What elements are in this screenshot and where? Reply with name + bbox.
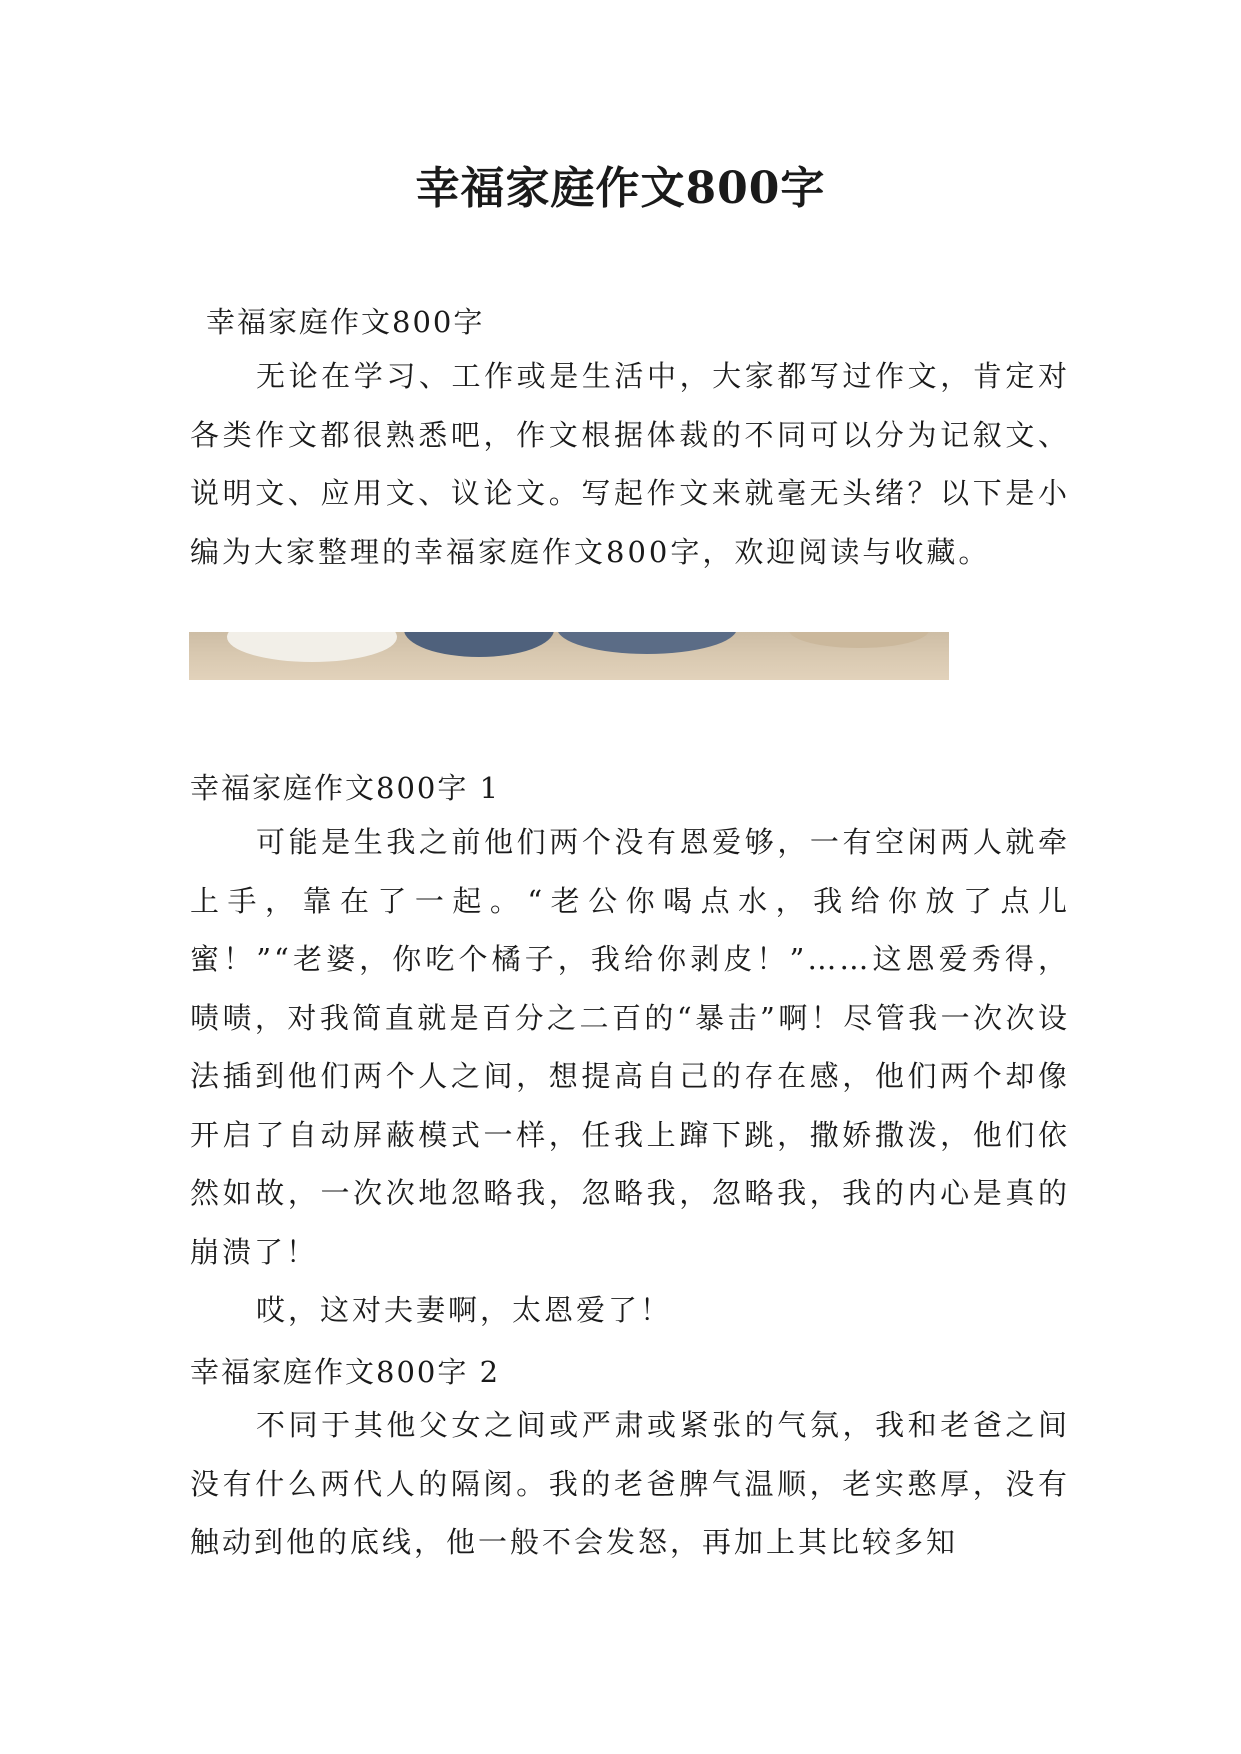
family-photo-strip [189,632,949,680]
section2-heading: 幸福家庭作文800字 2 [190,1355,501,1389]
intro-paragraph: 无论在学习、工作或是生活中，大家都写过作文，肯定对各类作文都很熟悉吧，作文根据体裁的不同可以分为记叙文、说明文、应用文、议论文。写起作文来就毫无头绪？以下是小编为大家整理的幸福家庭作文800字，欢迎阅读与收藏。 [190,359,1070,569]
intro-heading: 幸福家庭作文800字 [206,305,485,339]
photo-sock-shape [227,632,397,662]
photo-jeans-shape-left [404,632,554,657]
document-title: 幸福家庭作文800字 [415,163,826,214]
section2-paragraph-1: 不同于其他父女之间或严肃或紧张的气氛，我和老爸之间没有什么两代人的隔阂。我的老爸脾气温顺，老实憨厚，没有触动到他的底线，他一般不会发怒，再加上其比较多知 [190,1408,1070,1559]
photo-jeans-shape-right [557,632,737,654]
section1-paragraph-2: 哎，这对夫妻啊，太恩爱了！ [256,1293,673,1327]
section1-heading: 幸福家庭作文800字 1 [190,771,501,805]
photo-shadow-shape [789,632,929,648]
section1-paragraph-1: 可能是生我之前他们两个没有恩爱够，一有空闲两人就牵上手，靠在了一起。“老公你喝点水，我给你放了点儿蜜！”“老婆，你吃个橘子，我给你剥皮！”……这恩爱秀得，啧啧，对我简直就是百分之二百的“暴击”啊！尽管我一次次设法插到他们两个人之间，想提高自己的存在感，他们两个却像开启了自动屏蔽模式一样，任我上蹿下跳，撒娇撒泼，他们依然如故，一次次地忽略我，忽略我，忽略我，我的内心是真的崩溃了！ [190,825,1070,1269]
